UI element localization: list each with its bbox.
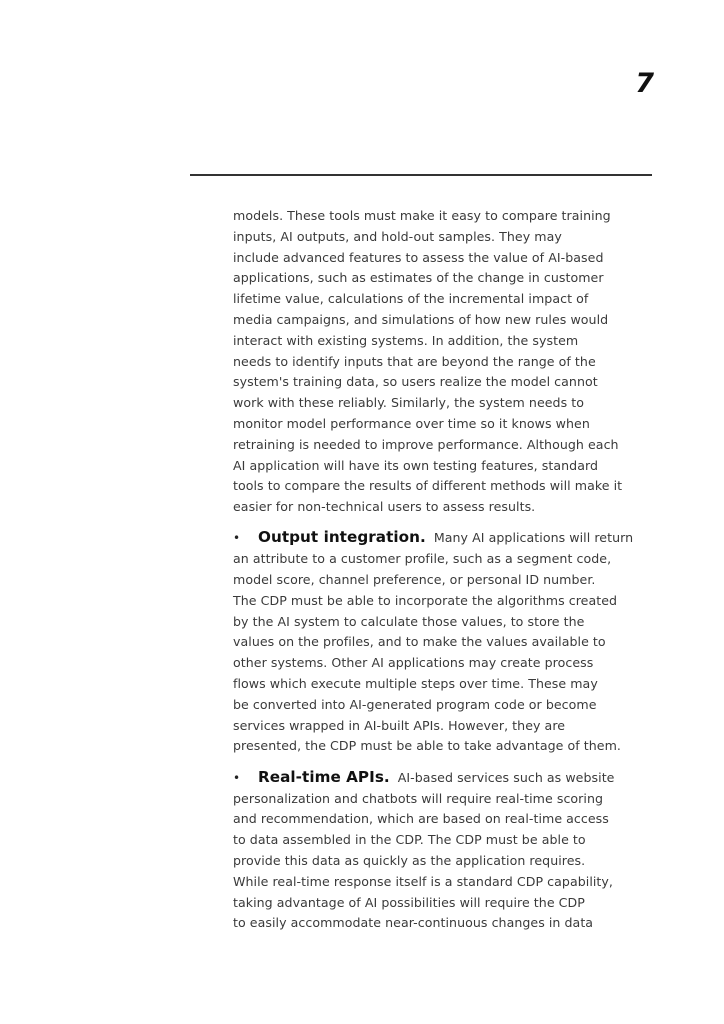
paragraph-testing-tools — [233, 206, 658, 518]
bullet-marker: • — [233, 531, 241, 546]
text-line: needs to identify inputs that are beyond the range of the — [233, 353, 596, 369]
text-line: applications, such as estimates of the change in customer — [233, 270, 604, 286]
text-line: to data assembled in the CDP. The CDP must be able to — [233, 832, 586, 848]
text-line: retraining is needed to improve performance. Although each — [233, 436, 619, 452]
text-line: values on the profiles, and to make the values available to — [233, 634, 606, 650]
text-line: model score, channel preference, or personal ID number. — [233, 572, 596, 588]
text-line: tools to compare the results of different methods will make it — [233, 478, 623, 494]
bullet-marker: • — [233, 770, 241, 785]
paragraph-gap — [233, 518, 658, 528]
text-line: monitor model performance over time so it knows when — [233, 415, 590, 431]
text-line: interact with existing systems. In addition, the system — [233, 332, 579, 348]
bullet-output-integration — [233, 527, 658, 757]
text-line: an attribute to a customer profile, such as a segment code, — [233, 551, 612, 567]
header-rule — [190, 174, 652, 176]
bullet-first-line — [233, 767, 658, 789]
text-line: AI application will have its own testing features, standard — [233, 457, 599, 473]
bullet-lead-text: Many AI applications will return — [433, 530, 634, 546]
page-number: 7 — [635, 68, 654, 99]
text-line: system's training data, so users realize the model cannot — [233, 374, 598, 390]
paragraph-gap — [233, 757, 658, 767]
text-line: models. These tools must make it easy to compare training — [233, 208, 611, 223]
text-line: flows which execute multiple steps over time. These may — [233, 676, 598, 692]
text-line: provide this data as quickly as the application requires. — [233, 852, 586, 868]
text-line: and recommendation, which are based on real-time access — [233, 811, 609, 827]
bullet-lead-text: AI-based services such as website — [397, 769, 615, 785]
text-line: inputs, AI outputs, and hold-out samples. They may — [233, 228, 562, 244]
bullet-first-line — [233, 527, 658, 549]
text-line: taking advantage of AI possibilities will require the CDP — [233, 894, 585, 910]
bullet-real-time-apis — [233, 767, 658, 934]
bullet-heading: Output integration. — [258, 528, 426, 547]
text-line: be converted into AI-generated program code or become — [233, 696, 597, 712]
text-line: by the AI system to calculate those values, to store the — [233, 613, 585, 629]
text-line: media campaigns, and simulations of how new rules would — [233, 311, 609, 327]
text-line: The CDP must be able to incorporate the algorithms created — [233, 592, 618, 608]
text-line: to easily accommodate near-continuous changes in data — [233, 915, 594, 931]
text-line: presented, the CDP must be able to take advantage of them. — [233, 738, 621, 754]
body-text — [233, 206, 658, 934]
text-line: easier for non-technical users to assess results. — [233, 499, 536, 515]
text-line: personalization and chatbots will require real-time scoring — [233, 790, 604, 806]
bullet-heading: Real-time APIs. — [258, 767, 390, 786]
text-line: work with these reliably. Similarly, the system needs to — [233, 395, 584, 411]
text-line: include advanced features to assess the value of AI-based — [233, 249, 604, 265]
text-line: services wrapped in AI-built APIs. However, they are — [233, 717, 566, 733]
text-line: other systems. Other AI applications may create process — [233, 655, 594, 671]
text-line: While real-time response itself is a standard CDP capability, — [233, 873, 613, 889]
text-line: lifetime value, calculations of the incremental impact of — [233, 291, 589, 307]
